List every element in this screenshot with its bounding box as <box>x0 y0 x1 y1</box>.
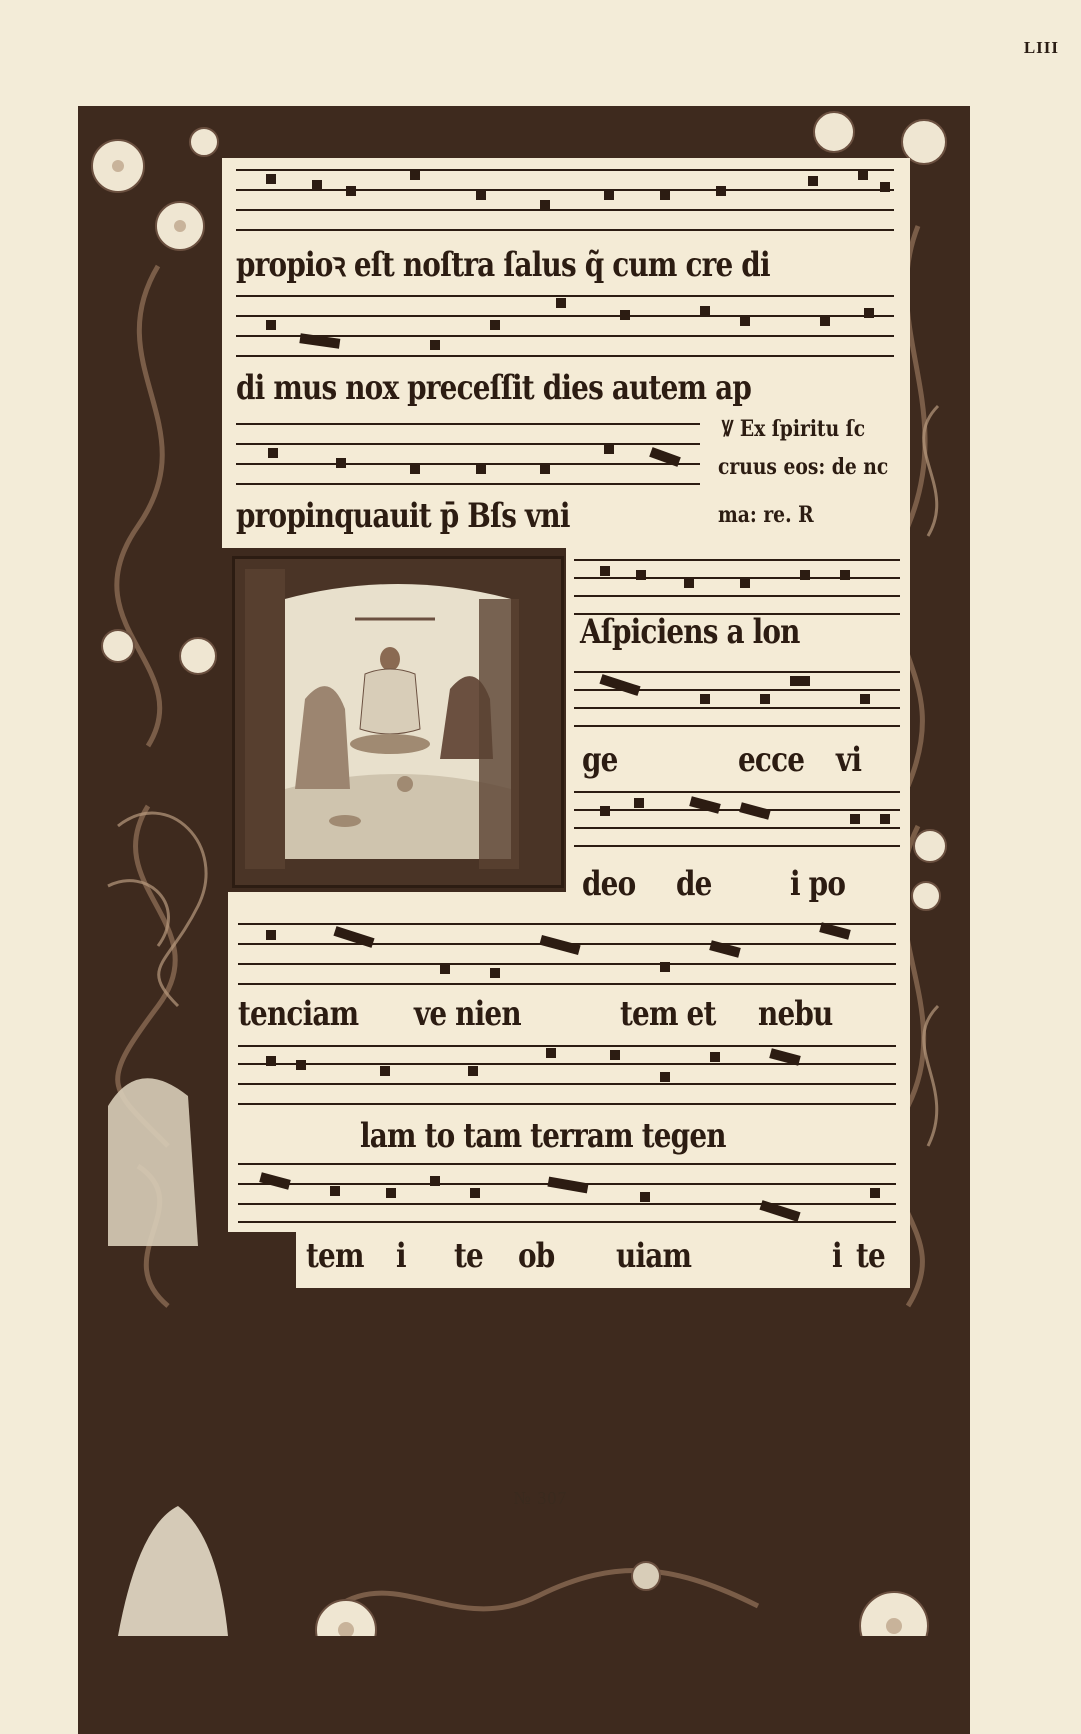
lyric-line-9d: ob <box>518 1236 555 1276</box>
rubric-line-a: Ꝟ Ex ſpiritu ſc <box>722 416 866 442</box>
lyric-line-9e: uiam <box>616 1236 692 1276</box>
lyric-line-9b: i <box>396 1236 406 1276</box>
lyric-line-2: di mus nox preceſſit dies autem ap <box>236 368 752 408</box>
lyric-line-5c: vi <box>836 740 862 780</box>
lyric-line-4: Aſpiciens a lon <box>580 612 800 652</box>
lyric-line-7a: tenciam <box>238 994 359 1034</box>
text-panel-lower <box>228 892 910 1232</box>
lyric-line-9c: te <box>454 1236 483 1276</box>
lyric-line-8: lam to tam terram tegen <box>360 1116 726 1156</box>
text-panel-bottom <box>296 1228 910 1288</box>
lyric-line-3: propinquauit p̄ Bſs vni <box>236 496 570 536</box>
lyric-line-6c: i po <box>790 864 846 904</box>
lyric-line-1: propioꝛ eſt noſtra ſalus q̃ cum cre di <box>236 245 770 285</box>
lyric-line-9f: i <box>832 1236 842 1276</box>
text-panel-right <box>566 540 910 900</box>
lyric-line-7d: nebu <box>758 994 833 1034</box>
rubric-line-c: ma: re. R <box>718 502 814 528</box>
lyric-line-5a: ge <box>582 740 618 780</box>
lyric-line-5b: ecce <box>738 740 805 780</box>
last-judgement-image <box>235 559 561 885</box>
rubric-line-b: cruus eos: de nc <box>718 454 889 480</box>
lyric-line-9a: tem <box>306 1236 364 1276</box>
text-panel-upper <box>222 158 910 548</box>
lyric-line-7c: tem et <box>620 994 716 1034</box>
lyric-line-7b: ve nien <box>414 994 521 1034</box>
plate-caption: № 307 <box>513 1488 568 1508</box>
miniature-illustration <box>232 556 564 888</box>
lyric-line-6b: de <box>676 864 712 904</box>
plate-number: LIII <box>1023 38 1059 57</box>
lyric-line-6a: deo <box>582 864 636 904</box>
lyric-line-9g: te <box>856 1236 885 1276</box>
